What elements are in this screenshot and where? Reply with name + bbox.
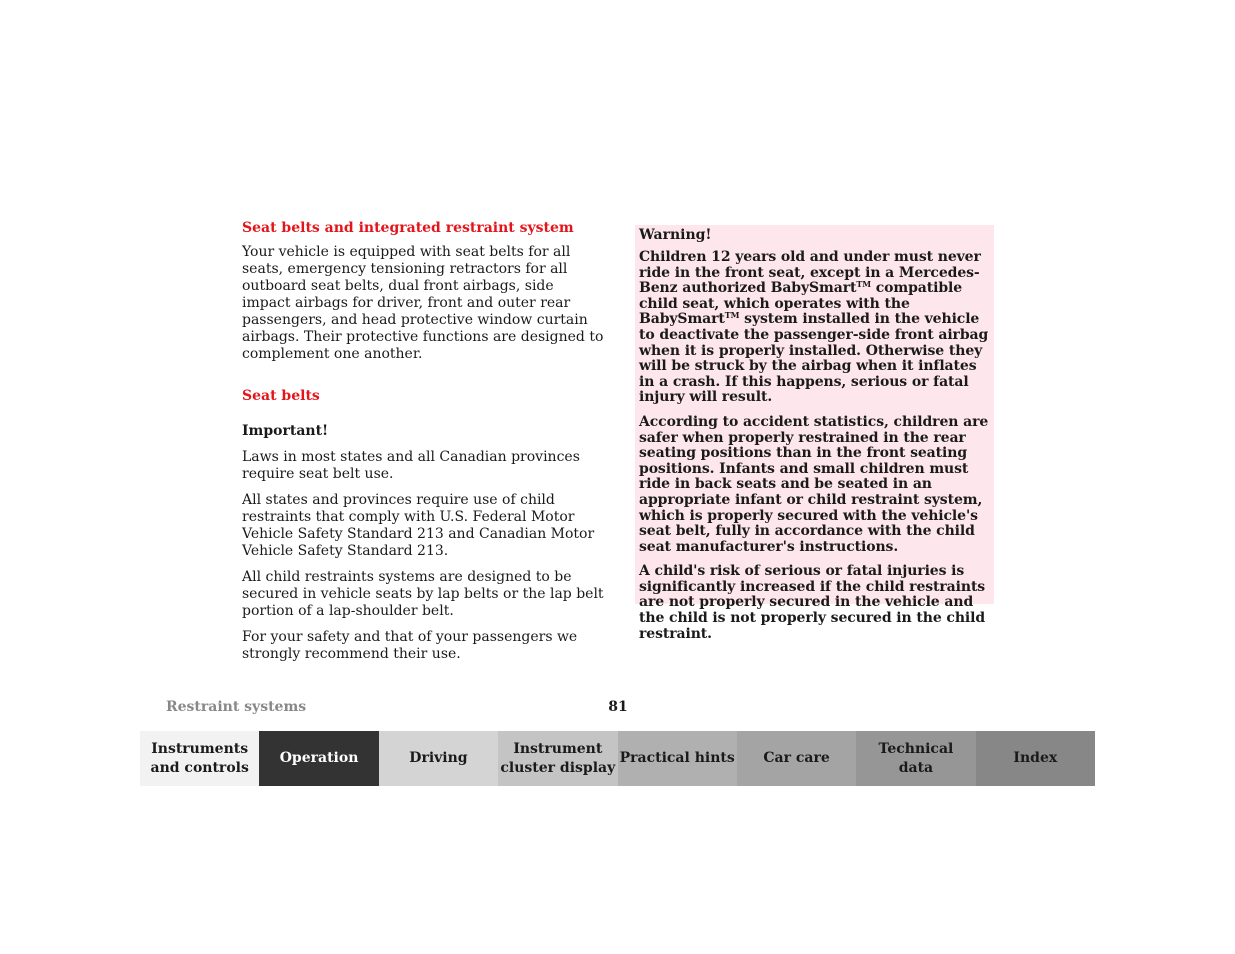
chapter-nav	[140, 731, 1095, 786]
left-column	[242, 220, 604, 663]
paragraph-recommendation: For your safety and that of your passengers we strongly recommend their use.	[242, 629, 578, 662]
important-label: Important!	[242, 423, 329, 439]
tab-driving[interactable]: Driving	[379, 731, 498, 786]
section-heading-restraint-system: Seat belts and integrated restraint system	[242, 220, 574, 236]
trademark-sup: TM	[724, 310, 740, 321]
trademark-sup: TM	[856, 279, 871, 290]
paragraph-laws: Laws in most states and all Canadian provinces require seat belt use.	[242, 449, 580, 482]
tab-instrument-cluster-display[interactable]: Instrument cluster display	[498, 731, 617, 786]
tab-technical-data[interactable]: Technical data	[856, 731, 975, 786]
tab-index[interactable]: Index	[976, 731, 1095, 786]
tab-operation[interactable]: Operation	[259, 731, 378, 786]
warning-paragraph-risk: A child's risk of serious or fatal injuries is significantly increased if the child restraints are not properly secured in the vehicle and the child is not properly secured in the child restraint.	[639, 563, 986, 642]
paragraph-child-restraints: All states and provinces require use of child restraints that comply with U.S. Federal Motor Vehicle Safety Standard 213 and Canadian Motor Vehicle Safety Standard 213.	[242, 492, 595, 559]
warning-title: Warning!	[639, 227, 712, 243]
section-heading-seat-belts: Seat belts	[242, 388, 320, 404]
tab-car-care[interactable]: Car care	[737, 731, 856, 786]
section-label: Restraint systems	[166, 699, 307, 715]
paragraph-lap-belts: All child restraints systems are designed to be secured in vehicle seats by lap belts or the lap belt portion of a lap-shoulder belt.	[242, 569, 604, 619]
tab-instruments-and-controls[interactable]: Instruments and controls	[140, 731, 259, 786]
warning-paragraph-statistics: According to accident statistics, children are safer when properly restrained in the rear seating positions than in the front seating positions. Infants and small children must ride in back seats and be seated in an appropriate infant or child restraint system, which is properly secured with the vehicle's seat belt, fully in accordance with the child seat manufacturer's instructions.	[639, 413, 989, 555]
warning-box	[635, 225, 994, 642]
intro-paragraph: Your vehicle is equipped with seat belts for all seats, emergency tensioning retractors for all outboard seat belts, dual front airbags, side impact airbags for driver, front and outer rear passengers, and head protective window curtain airbags. Their protective functions are designed to complement one another.	[242, 244, 604, 362]
warning-paragraph-front-seat	[639, 250, 990, 406]
warning-p1-part-b: compatible child seat, which operates with the BabySmart	[639, 280, 963, 328]
tab-practical-hints[interactable]: Practical hints	[618, 731, 737, 786]
page-number: 81	[608, 699, 628, 715]
warning-p1-part-a: Children 12 years old and under must never ride in the front seat, except in a Mercedes-Benz authorized BabySmart	[639, 249, 981, 297]
warning-p1-part-c: system installed in the vehicle to deactivate the passenger-side front airbag when it is properly installed. Otherwise they will be struck by the airbag when it inflates in a crash. If this happens, serious or fatal injury will result.	[639, 311, 989, 406]
